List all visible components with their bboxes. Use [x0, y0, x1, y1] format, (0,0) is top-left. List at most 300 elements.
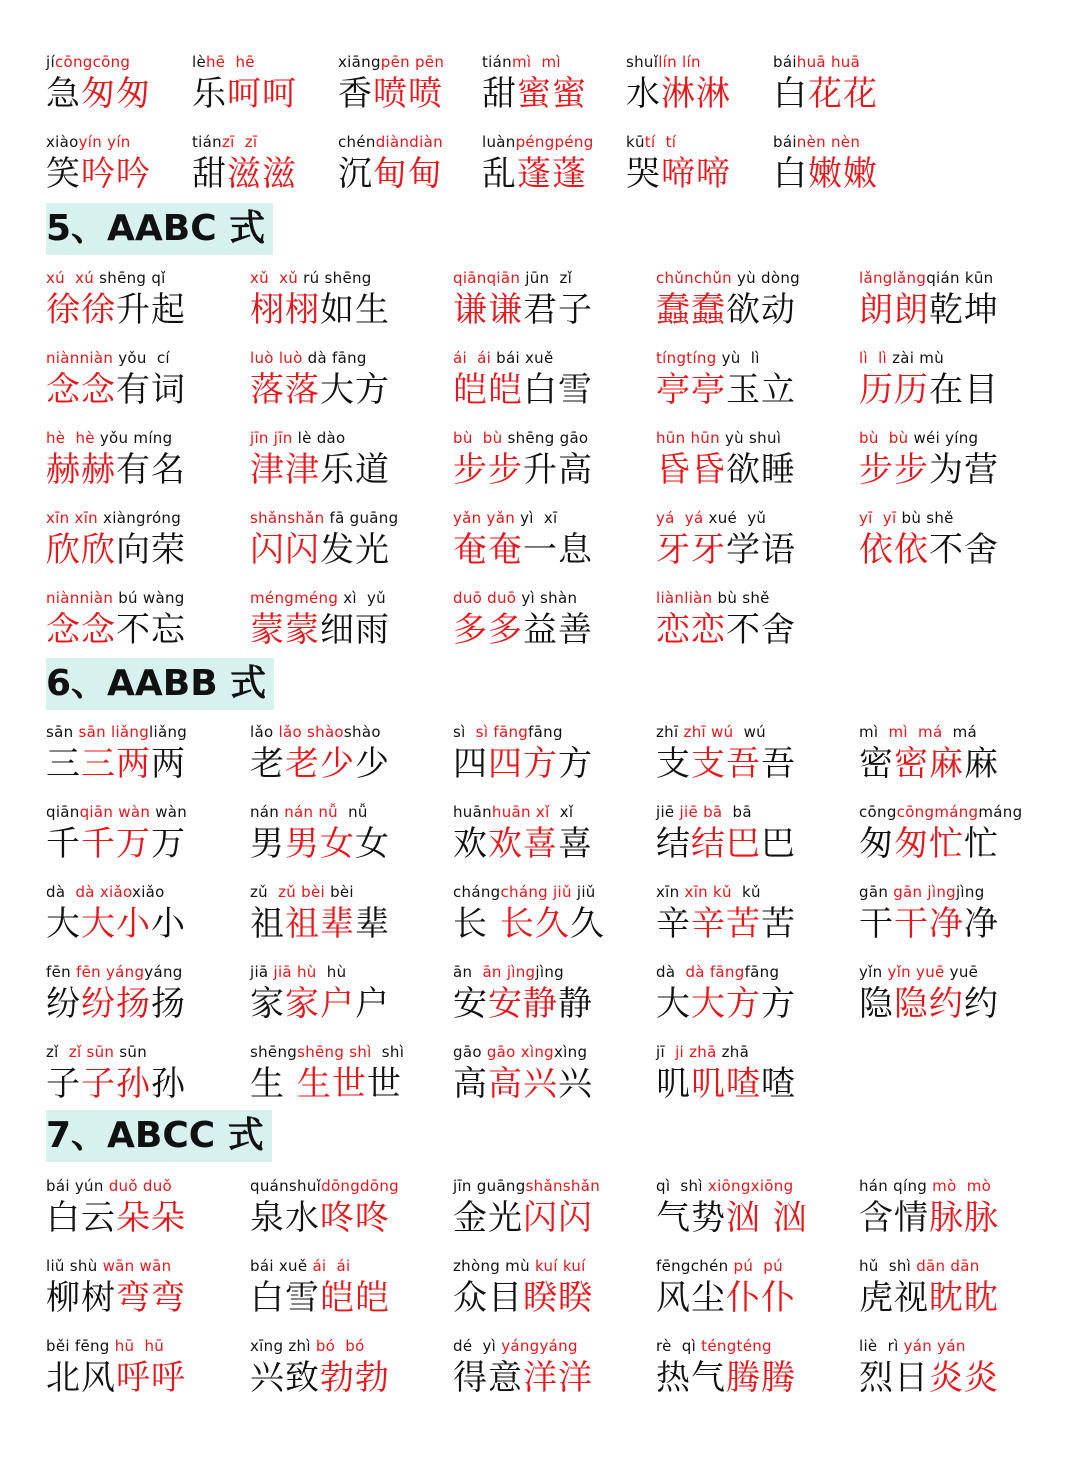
pinyin-segment: bù shě — [896, 509, 954, 527]
pinyin — [46, 1176, 186, 1196]
word-entry — [250, 802, 390, 866]
section-header: 6、AABB 式 — [46, 658, 274, 710]
word-entry — [46, 1256, 186, 1320]
pinyin — [250, 722, 390, 742]
hanzi-segment: 高 — [453, 1064, 488, 1104]
pinyin — [859, 1336, 999, 1356]
pinyin — [482, 132, 594, 152]
hanzi — [453, 608, 593, 652]
hanzi — [453, 1196, 600, 1240]
pinyin-segment: chén — [338, 133, 376, 151]
pinyin-segment: fāng — [704, 963, 745, 981]
pinyin-segment: xì yǔ — [338, 589, 386, 607]
hanzi-segment: 牙牙 — [656, 530, 726, 570]
pinyin-segment: péngpéng — [515, 133, 594, 151]
hanzi-segment: 恋恋 — [656, 610, 726, 650]
word-entry — [859, 1176, 999, 1240]
pinyin — [626, 132, 731, 152]
hanzi-segment: 不舍 — [929, 530, 999, 570]
hanzi-segment: 益善 — [523, 610, 593, 650]
hanzi-segment: 金光 — [453, 1198, 523, 1238]
pinyin — [859, 962, 999, 982]
pinyin-segment: ái ái — [312, 1257, 351, 1275]
pinyin-segment: kǔ — [707, 883, 732, 901]
hanzi-segment: 女 — [320, 824, 355, 864]
hanzi-segment: 三 — [81, 744, 116, 784]
hanzi-segment: 大 — [691, 984, 726, 1024]
hanzi — [453, 982, 593, 1026]
pinyin-segment: lè — [192, 53, 206, 71]
pinyin-segment: dōngdōng — [321, 1177, 399, 1195]
pinyin-segment: bái — [773, 53, 797, 71]
hanzi — [656, 902, 796, 946]
pinyin-segment: wú — [733, 723, 766, 741]
word-entry — [453, 962, 593, 1026]
word-row — [0, 882, 1080, 952]
hanzi-segment: 呵呵 — [227, 74, 297, 114]
pinyin-segment: nèn nèn — [796, 133, 861, 151]
hanzi-segment: 万 — [116, 824, 151, 864]
pinyin — [453, 962, 593, 982]
pinyin-segment: shēng gāo — [502, 429, 589, 447]
hanzi-segment: 在目 — [929, 370, 999, 410]
pinyin-segment: jí — [46, 53, 55, 71]
word-entry — [250, 508, 398, 572]
pinyin — [338, 132, 443, 152]
pinyin — [859, 1176, 999, 1196]
hanzi-segment: 纷 — [81, 984, 116, 1024]
pinyin-segment: yín yín — [78, 133, 131, 151]
hanzi-segment: 叽 — [691, 1064, 726, 1104]
pinyin — [656, 1176, 808, 1196]
pinyin-segment: dà fāng — [302, 349, 367, 367]
hanzi-segment: 辛 — [691, 904, 726, 944]
pinyin-segment: niànniàn — [46, 349, 114, 367]
pinyin-segment: mì mì — [511, 53, 561, 71]
hanzi-segment: 男 — [285, 824, 320, 864]
hanzi-segment: 不舍 — [726, 610, 796, 650]
hanzi-segment: 升起 — [116, 290, 186, 330]
pinyin-segment: luò luò — [250, 349, 303, 367]
hanzi-segment: 辈 — [320, 904, 355, 944]
hanzi-segment: 千 — [81, 824, 116, 864]
pinyin — [46, 962, 186, 982]
pinyin-segment: shēng — [250, 1043, 298, 1061]
pinyin-segment: niànniàn — [46, 589, 114, 607]
pinyin-segment: jiā — [273, 963, 292, 981]
hanzi-segment: 欢 — [488, 824, 523, 864]
pinyin-segment: xìng — [515, 1043, 554, 1061]
pinyin — [859, 508, 999, 528]
pinyin-segment: bái xuě — [491, 349, 554, 367]
hanzi-segment: 高 — [488, 1064, 523, 1104]
hanzi-segment: 干 — [894, 904, 929, 944]
pinyin-segment: qiān — [79, 803, 114, 821]
hanzi-segment: 子 — [81, 1064, 116, 1104]
pinyin-segment: nán — [250, 803, 285, 821]
hanzi-segment: 花花 — [808, 74, 878, 114]
pinyin-segment: zhòng mù — [453, 1257, 535, 1275]
pinyin-segment: yǐn — [887, 963, 911, 981]
pinyin-segment: xǔ xǔ — [250, 269, 299, 287]
pinyin — [46, 348, 186, 368]
pinyin-segment: nán — [284, 803, 314, 821]
hanzi-segment: 忙 — [964, 824, 999, 864]
word-entry — [453, 588, 593, 652]
word-entry — [250, 882, 390, 946]
pinyin-segment: lǎnglǎng — [859, 269, 927, 287]
pinyin — [859, 1256, 999, 1276]
hanzi-segment: 户 — [355, 984, 390, 1024]
hanzi — [656, 742, 796, 786]
hanzi-segment: 吟吟 — [81, 154, 151, 194]
pinyin — [46, 1042, 186, 1062]
hanzi-segment: 淋淋 — [661, 74, 731, 114]
pinyin-segment: yá yá — [656, 509, 704, 527]
hanzi-segment: 家 — [285, 984, 320, 1024]
pinyin-segment: hán qíng — [859, 1177, 933, 1195]
word-entry — [859, 802, 1022, 866]
hanzi-segment: 甜 — [482, 74, 517, 114]
word-entry — [46, 268, 186, 332]
hanzi — [46, 982, 186, 1026]
hanzi — [859, 448, 999, 492]
pinyin-segment: shì — [371, 1043, 405, 1061]
pinyin — [250, 588, 390, 608]
pinyin-segment: nǚ — [313, 803, 338, 821]
pinyin-segment: mò mò — [932, 1177, 992, 1195]
pinyin — [656, 1256, 796, 1276]
hanzi-segment: 巴 — [761, 824, 796, 864]
pinyin-segment: qiānqiān — [453, 269, 521, 287]
hanzi-segment: 细雨 — [320, 610, 390, 650]
pinyin-segment: qiān — [46, 803, 80, 821]
pinyin — [773, 52, 878, 72]
word-entry — [656, 1176, 808, 1240]
hanzi — [46, 448, 186, 492]
hanzi-segment: 眈眈 — [929, 1278, 999, 1318]
hanzi — [250, 982, 390, 1026]
hanzi-segment: 玉立 — [726, 370, 796, 410]
pinyin-segment: lǎo — [278, 723, 302, 741]
pinyin-segment: quánshuǐ — [250, 1177, 322, 1195]
hanzi — [859, 1196, 999, 1240]
hanzi-segment: 孙 — [116, 1064, 151, 1104]
word-entry — [338, 52, 444, 116]
pinyin — [656, 722, 796, 742]
hanzi-segment: 气势 — [656, 1198, 726, 1238]
word-entry — [453, 268, 593, 332]
hanzi-segment: 久 — [569, 904, 605, 944]
pinyin-segment: bèi — [296, 883, 325, 901]
hanzi — [859, 528, 999, 572]
pinyin — [46, 882, 186, 902]
pinyin-segment: shì — [344, 1043, 372, 1061]
word-row — [0, 348, 1080, 418]
hanzi — [250, 1276, 390, 1320]
hanzi-segment: 千 — [46, 824, 81, 864]
hanzi-segment: 如生 — [320, 290, 390, 330]
hanzi-segment: 奄奄 — [453, 530, 523, 570]
hanzi — [453, 368, 593, 412]
word-entry — [46, 508, 186, 572]
word-row — [0, 1336, 1080, 1406]
hanzi-segment: 匆 — [859, 824, 894, 864]
hanzi — [46, 528, 186, 572]
hanzi-segment: 麻 — [929, 744, 964, 784]
pinyin-segment: zhī — [656, 723, 684, 741]
hanzi-segment: 安 — [488, 984, 523, 1024]
hanzi-segment: 学语 — [726, 530, 796, 570]
hanzi-segment: 吾 — [761, 744, 796, 784]
hanzi-segment: 世 — [366, 1064, 402, 1104]
hanzi-segment: 闪闪 — [250, 530, 320, 570]
hanzi-segment: 得意 — [453, 1358, 523, 1398]
pinyin-segment: wú — [705, 723, 734, 741]
word-entry — [656, 722, 796, 786]
hanzi-segment: 干 — [859, 904, 894, 944]
pinyin-segment: zǐ — [46, 1043, 69, 1061]
pinyin-segment: duǒ duǒ — [108, 1177, 172, 1195]
pinyin-segment: nǚ — [337, 803, 368, 821]
pinyin-segment: diàndiàn — [375, 133, 443, 151]
hanzi-segment: 发光 — [320, 530, 390, 570]
word-entry — [626, 132, 731, 196]
pinyin-segment: yī yī — [859, 509, 897, 527]
hanzi-segment: 扬 — [151, 984, 186, 1024]
hanzi-segment: 皑皑 — [320, 1278, 390, 1318]
hanzi-segment: 睽睽 — [523, 1278, 593, 1318]
word-entry — [192, 132, 297, 196]
hanzi — [656, 1062, 796, 1106]
hanzi-segment: 落落 — [250, 370, 320, 410]
hanzi — [656, 822, 796, 866]
word-entry — [482, 132, 594, 196]
hanzi-segment: 麻 — [964, 744, 999, 784]
hanzi — [773, 152, 878, 196]
pinyin-segment: fāng — [488, 723, 529, 741]
word-entry — [656, 428, 796, 492]
pinyin-segment: fāng — [528, 723, 563, 741]
pinyin-segment: cháng — [500, 883, 548, 901]
pinyin-segment: fēn — [75, 963, 101, 981]
pinyin-segment: mì — [888, 723, 908, 741]
pinyin-segment: shēng qǐ — [94, 269, 166, 287]
pinyin-segment: shǎnshǎn — [250, 509, 325, 527]
pinyin-segment: hù — [316, 963, 347, 981]
hanzi — [859, 1276, 999, 1320]
pinyin-segment: sūn — [114, 1043, 148, 1061]
pinyin — [192, 52, 297, 72]
hanzi-segment: 万 — [151, 824, 186, 864]
pinyin-segment: sì — [475, 723, 489, 741]
pinyin-segment: liǔ shù — [46, 1257, 103, 1275]
pinyin-segment: ān — [482, 963, 502, 981]
word-entry — [46, 428, 186, 492]
hanzi-segment: 方 — [726, 984, 761, 1024]
pinyin — [656, 1042, 796, 1062]
hanzi — [453, 288, 593, 332]
pinyin — [482, 52, 587, 72]
pinyin-segment: xiào — [46, 133, 79, 151]
pinyin — [338, 52, 444, 72]
hanzi-segment: 老 — [285, 744, 320, 784]
pinyin-segment: hūn hūn — [656, 429, 720, 447]
hanzi — [46, 608, 186, 652]
hanzi-segment: 户 — [320, 984, 355, 1024]
hanzi-segment: 三 — [46, 744, 81, 784]
hanzi-segment: 乐道 — [320, 450, 390, 490]
pinyin-segment: jìng — [501, 963, 536, 981]
hanzi — [250, 368, 390, 412]
hanzi-segment: 风尘 — [656, 1278, 726, 1318]
pinyin-segment: bù bù — [453, 429, 503, 447]
pinyin-segment: jiē — [656, 803, 680, 821]
pinyin — [453, 802, 593, 822]
word-entry — [453, 1256, 593, 1320]
pinyin-segment: xīng zhì — [250, 1337, 316, 1355]
pinyin-segment: mì — [859, 723, 889, 741]
word-entry — [46, 588, 186, 652]
hanzi — [46, 822, 187, 866]
hanzi — [482, 152, 594, 196]
pinyin-segment: xīn — [684, 883, 708, 901]
pinyin-segment: pú pú — [733, 1257, 783, 1275]
hanzi — [250, 608, 390, 652]
word-entry — [656, 508, 796, 572]
pinyin-segment: cōng — [896, 803, 935, 821]
word-entry — [46, 1042, 186, 1106]
pinyin-segment: zǐ — [68, 1043, 82, 1061]
pinyin-segment: qì shì — [656, 1177, 708, 1195]
hanzi-segment: 两 — [151, 744, 186, 784]
word-entry — [656, 802, 796, 866]
pinyin — [859, 268, 999, 288]
hanzi-segment: 白雪 — [250, 1278, 320, 1318]
hanzi-segment: 白 — [773, 74, 808, 114]
word-entry — [656, 268, 800, 332]
word-entry — [250, 962, 390, 1026]
pinyin-segment: jīn guāng — [453, 1177, 526, 1195]
hanzi-segment: 腾腾 — [726, 1358, 796, 1398]
hanzi-segment: 大 — [81, 904, 116, 944]
hanzi-segment: 水 — [626, 74, 661, 114]
hanzi-segment: 生 — [250, 1064, 297, 1104]
pinyin — [250, 1042, 404, 1062]
pinyin — [46, 428, 186, 448]
pinyin-segment: hǔ shì — [859, 1257, 917, 1275]
hanzi-segment: 沉 — [338, 154, 373, 194]
hanzi-segment: 蠢蠢 — [656, 290, 726, 330]
pinyin — [656, 802, 796, 822]
word-entry — [46, 132, 151, 196]
pinyin-segment: yǒu míng — [94, 429, 173, 447]
pinyin-segment: má — [942, 723, 977, 741]
word-row — [0, 1256, 1080, 1326]
word-entry — [46, 1336, 186, 1400]
word-entry — [338, 132, 443, 196]
pinyin — [46, 588, 186, 608]
word-entry — [453, 1042, 593, 1106]
hanzi — [656, 288, 800, 332]
hanzi — [453, 1062, 593, 1106]
hanzi-segment: 笑 — [46, 154, 81, 194]
hanzi-segment: 闪闪 — [523, 1198, 593, 1238]
hanzi-segment: 静 — [523, 984, 558, 1024]
pinyin-segment: hè hè — [46, 429, 95, 447]
pinyin-segment: kuí kuí — [534, 1257, 586, 1275]
word-entry — [46, 802, 187, 866]
word-entry — [250, 1176, 399, 1240]
hanzi-segment: 蓬蓬 — [517, 154, 587, 194]
pinyin-segment: fāng — [744, 963, 780, 981]
hanzi — [46, 1062, 186, 1106]
hanzi-segment: 苦 — [726, 904, 761, 944]
pinyin-segment: tíngtíng — [656, 349, 717, 367]
word-row — [0, 962, 1080, 1032]
pinyin-segment: lín lín — [658, 53, 701, 71]
hanzi-segment: 白 — [773, 154, 808, 194]
hanzi-segment: 大 — [656, 984, 691, 1024]
pinyin-segment: xìng — [554, 1043, 588, 1061]
word-entry — [626, 52, 731, 116]
hanzi — [656, 1356, 796, 1400]
pinyin-segment: gāo — [486, 1043, 516, 1061]
pinyin-segment: bú wàng — [113, 589, 185, 607]
pinyin — [453, 1256, 593, 1276]
pinyin-segment: huān — [491, 803, 531, 821]
pinyin-segment: bā — [722, 803, 752, 821]
pinyin — [250, 882, 390, 902]
hanzi — [192, 152, 297, 196]
pinyin — [46, 802, 187, 822]
hanzi — [250, 1062, 404, 1106]
pinyin-segment: lè dào — [292, 429, 346, 447]
hanzi — [250, 448, 390, 492]
hanzi-segment: 甜 — [192, 154, 227, 194]
hanzi-segment: 呼呼 — [116, 1358, 186, 1398]
pinyin-segment: fēn — [46, 963, 76, 981]
hanzi-segment: 喜 — [558, 824, 593, 864]
pinyin-segment: bái — [773, 133, 797, 151]
pinyin-segment: shǎnshǎn — [525, 1177, 601, 1195]
pinyin-segment: ái ái — [453, 349, 492, 367]
pinyin-segment: liǎng — [105, 723, 150, 741]
hanzi-segment: 乾坤 — [929, 290, 999, 330]
hanzi-segment: 为营 — [929, 450, 999, 490]
pinyin — [859, 348, 999, 368]
pinyin — [250, 348, 390, 368]
pinyin-segment: wéi yíng — [908, 429, 979, 447]
hanzi-segment: 洋洋 — [523, 1358, 593, 1398]
word-entry — [773, 132, 878, 196]
hanzi-segment: 小 — [151, 904, 186, 944]
word-entry — [46, 882, 186, 946]
pinyin — [453, 508, 593, 528]
hanzi-segment: 栩栩 — [250, 290, 320, 330]
hanzi — [656, 528, 796, 572]
hanzi-segment: 女 — [355, 824, 390, 864]
hanzi — [46, 902, 186, 946]
word-entry — [859, 962, 999, 1026]
hanzi — [46, 368, 186, 412]
pinyin-segment: jiē — [679, 803, 699, 821]
pinyin-segment: jìng — [922, 883, 956, 901]
pinyin — [46, 52, 151, 72]
word-entry — [46, 52, 151, 116]
pinyin-segment: sì — [453, 723, 476, 741]
hanzi — [773, 72, 878, 116]
